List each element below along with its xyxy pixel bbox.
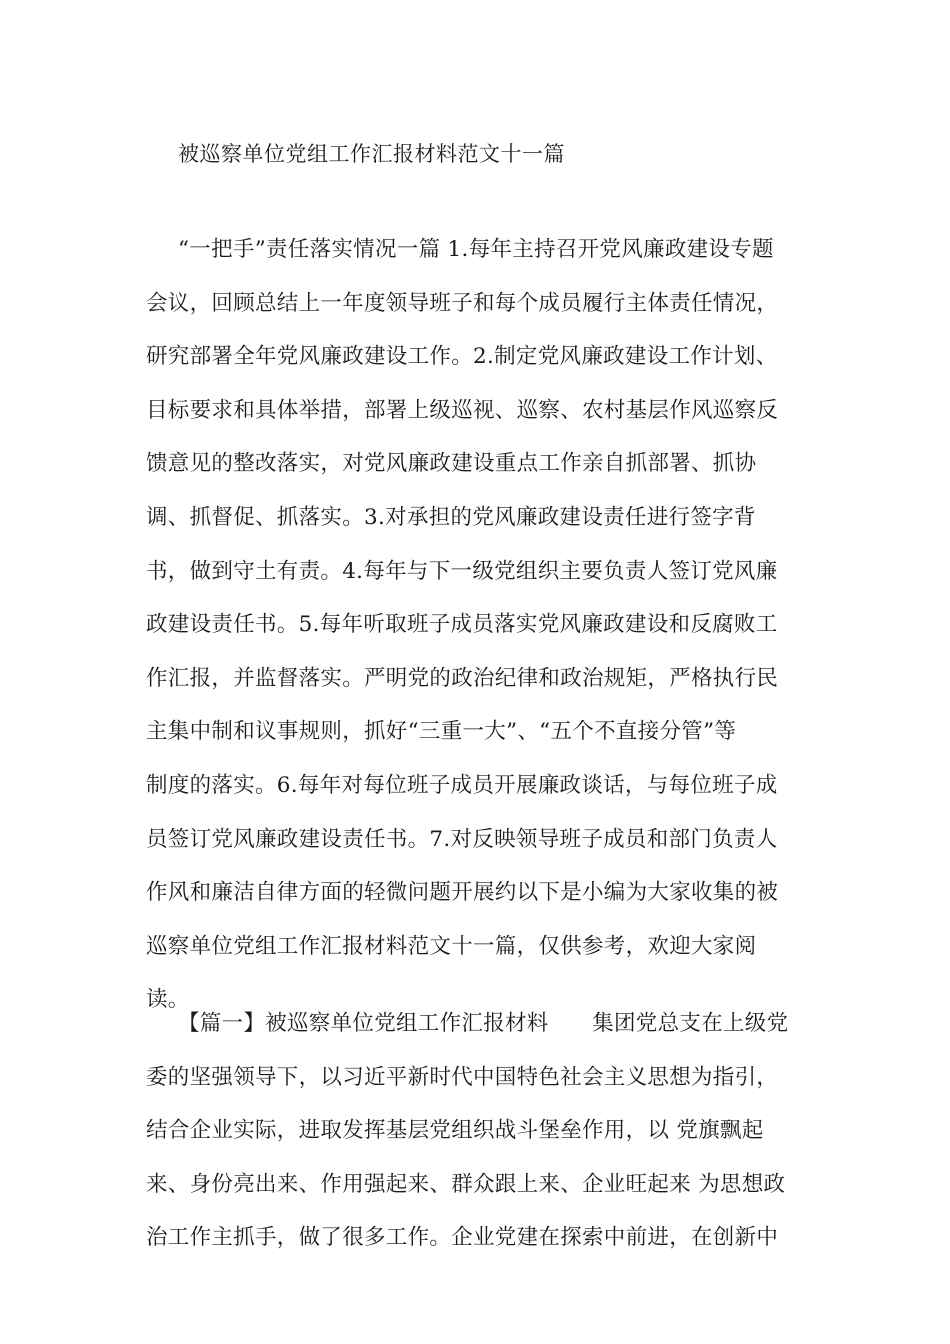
paragraph-1 bbox=[146, 223, 816, 1027]
paragraph-line: 作汇报，并监督落实。严明党的政治纪律和政治规矩，严格执行民 bbox=[146, 665, 779, 691]
paragraph-line: 研究部署全年党风廉政建设工作。2.制定党风廉政建设工作计划、 bbox=[146, 344, 778, 370]
paragraph-line: 主集中制和议事规则，抓好“三重一大”、“五个不直接分管”等 bbox=[146, 719, 737, 745]
paragraph-line: 【篇一】被巡察单位党组工作汇报材料 集团党总支在上级党 bbox=[178, 1011, 789, 1036]
document-title: 被巡察单位党组工作汇报材料范文十一篇 bbox=[178, 142, 565, 166]
paragraph-line: 书，做到守土有责。4.每年与下一级党组织主要负责人签订党风廉 bbox=[146, 558, 778, 584]
paragraph-line: 治工作主抓手，做了很多工作。企业党建在探索中前进，在创新中 bbox=[146, 1225, 779, 1251]
paragraph-line: 调、抓督促、抓落实。3.对承担的党风廉政建设责任进行签字背 bbox=[146, 504, 756, 530]
paragraph-line: “一把手”责任落实情况一篇 1.每年主持召开党风廉政建设专题 bbox=[178, 237, 774, 262]
paragraph-line: 目标要求和具体举措，部署上级巡视、巡察、农村基层作风巡察反 bbox=[146, 397, 779, 423]
paragraph-line: 读。 bbox=[146, 987, 190, 1013]
paragraph-line: 会议，回顾总结上一年度领导班子和每个成员履行主体责任情况， bbox=[146, 290, 779, 316]
paragraph-line: 巡察单位党组工作汇报材料范文十一篇，仅供参考，欢迎大家阅 bbox=[146, 933, 757, 959]
paragraph-line: 委的坚强领导下，以习近平新时代中国特色社会主义思想为指引， bbox=[146, 1064, 779, 1090]
paragraph-line: 馈意见的整改落实，对党风廉政建设重点工作亲自抓部署、抓协 bbox=[146, 451, 757, 477]
paragraph-line: 制度的落实。6.每年对每位班子成员开展廉政谈话，与每位班子成 bbox=[146, 772, 778, 798]
paragraph-2 bbox=[146, 997, 816, 1265]
paragraph-line: 作风和廉洁自律方面的轻微问题开展约以下是小编为大家收集的被 bbox=[146, 880, 779, 906]
paragraph-line: 来、身份亮出来、作用强起来、群众跟上来、企业旺起来 为思想政 bbox=[146, 1171, 786, 1197]
paragraph-line: 结合企业实际，进取发挥基层党组织战斗堡垒作用，以 党旗飘起 bbox=[146, 1118, 764, 1144]
paragraph-line: 政建设责任书。5.每年听取班子成员落实党风廉政建设和反腐败工 bbox=[146, 612, 778, 638]
paragraph-line: 员签订党风廉政建设责任书。7.对反映领导班子成员和部门负责人 bbox=[146, 826, 778, 852]
